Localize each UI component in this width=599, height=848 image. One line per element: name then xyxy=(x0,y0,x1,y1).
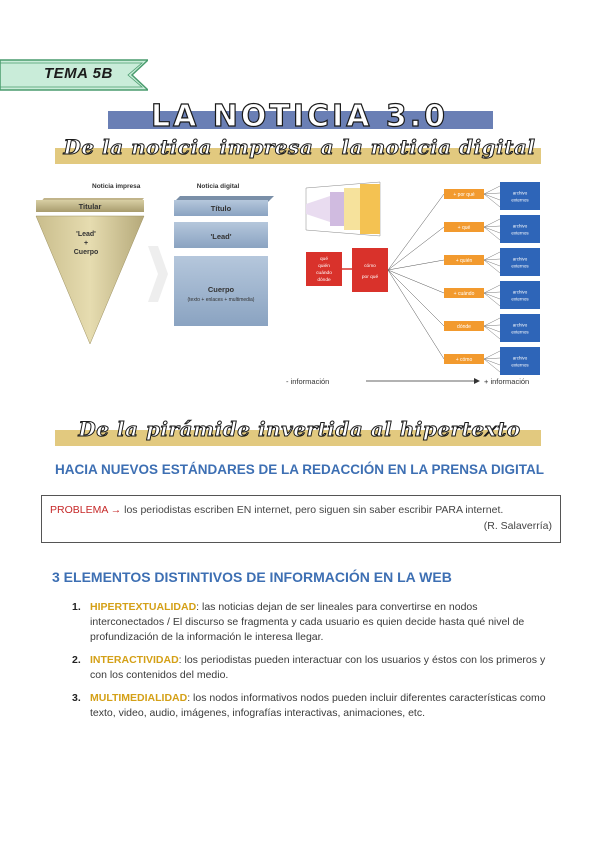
tree-leaf-branch xyxy=(484,292,500,293)
elements-list xyxy=(68,600,548,729)
section-subtitle-2: De la pirámide invertida al hipertexto xyxy=(78,417,521,441)
funnel-segment-1 xyxy=(306,196,330,222)
axis-arrow-head xyxy=(474,378,480,384)
problem-text: los periodistas escriben EN internet, pero siguen sin saber escribir PARA internet. xyxy=(121,504,504,516)
tree-leaf-branch xyxy=(484,326,500,332)
tree-leaf xyxy=(500,302,540,309)
tree-leaf-label: archivo xyxy=(512,223,528,229)
tree-leaf-branch xyxy=(484,293,500,306)
tree-leaf xyxy=(500,182,540,189)
list-item-number: 2. xyxy=(72,654,81,666)
red-box-basic-line-1: qué xyxy=(319,257,329,262)
tree-leaf-branch xyxy=(484,260,500,266)
red-box-basic-line-3: cuándo xyxy=(316,271,332,276)
tree-branch xyxy=(388,270,444,326)
list-item-keyword: MULTIMEDIALIDAD xyxy=(90,692,188,704)
tree-leaf xyxy=(500,281,540,288)
tree-leaf-branch xyxy=(484,219,500,227)
tree-leaf-branch xyxy=(484,359,500,365)
tree-leaf-label: externos xyxy=(511,329,529,335)
funnel-segment-4 xyxy=(360,184,380,234)
tree-leaf-branch xyxy=(484,259,500,260)
tree-leaf-label: externos xyxy=(511,263,529,269)
tree-leaf-branch xyxy=(484,351,500,359)
tree-leaf-branch xyxy=(484,325,500,326)
section-subtitle: De la noticia impresa a la noticia digital xyxy=(63,135,536,159)
digital-news-heading: Noticia digital xyxy=(196,183,240,190)
tree-leaf-label: externos xyxy=(511,197,529,203)
tree-leaf-branch xyxy=(484,358,500,359)
tree-leaf-branch xyxy=(484,252,500,260)
tree-leaf-branch xyxy=(484,226,500,227)
print-body-label: Cuerpo xyxy=(73,249,99,256)
tree-leaf xyxy=(500,368,540,375)
tree-leaf-branch xyxy=(484,227,500,240)
tree-leaf-branch xyxy=(484,260,500,273)
list-item xyxy=(68,691,548,721)
tree-leaf-label: externos xyxy=(511,230,529,236)
list-item-number: 3. xyxy=(72,692,81,704)
tree-node-label: + cuándo xyxy=(453,291,475,297)
tree-leaf-label: archivo xyxy=(512,190,528,196)
hypertext-tree xyxy=(388,182,540,375)
problem-source: (R. Salaverría) xyxy=(483,519,552,532)
tree-leaf-label: archivo xyxy=(512,355,528,361)
tree-leaf-label: externos xyxy=(511,362,529,368)
digital-title-label: Título xyxy=(210,204,232,213)
tree-leaf-label: externos xyxy=(511,296,529,302)
red-box-basic-line-4: dónde xyxy=(317,278,331,283)
axis-less-info: - información xyxy=(286,377,330,386)
tree-leaf-branch xyxy=(484,227,500,233)
print-news-heading: Noticia impresa xyxy=(92,183,141,190)
tree-node-label: + qué xyxy=(457,225,471,231)
red-box-deep xyxy=(352,248,388,292)
tree-leaf xyxy=(500,314,540,321)
tree-leaf-branch xyxy=(484,186,500,194)
funnel-segment-3 xyxy=(344,188,360,230)
list-item-text: : los periodistas pueden interactuar con los usuarios y éstos con los primeros y con los contenidos del medio. xyxy=(90,654,546,681)
section-heading-elements: 3 ELEMENTOS DISTINTIVOS DE INFORMACIÓN EN LA WEB xyxy=(52,569,452,585)
section-heading-standards: HACIA NUEVOS ESTÁNDARES DE LA REDACCIÓN EN LA PRENSA DIGITAL xyxy=(54,462,545,477)
tree-leaf xyxy=(500,269,540,276)
tree-node-label: + por qué xyxy=(453,192,475,198)
tree-branch xyxy=(388,270,444,293)
tree-leaf-branch xyxy=(484,359,500,372)
red-box-basic-line-2: quién xyxy=(318,264,330,269)
tree-branch xyxy=(388,194,444,270)
tree-leaf xyxy=(500,203,540,210)
print-lead-label: 'Lead' xyxy=(76,231,96,238)
page-title: LA NOTICIA 3.0 xyxy=(151,99,448,134)
tree-node-label: dónde xyxy=(457,324,471,330)
tree-branch xyxy=(388,227,444,270)
digital-lead-label: 'Lead' xyxy=(210,232,232,241)
tree-node-label: + quién xyxy=(455,258,473,264)
tree-leaf-label: archivo xyxy=(512,322,528,328)
tree-leaf-branch xyxy=(484,293,500,299)
transition-arrow xyxy=(148,246,168,302)
problem-statement xyxy=(50,503,552,519)
list-item xyxy=(68,600,548,645)
tree-leaf xyxy=(500,248,540,255)
tree-leaf-branch xyxy=(484,193,500,194)
tree-leaf xyxy=(500,236,540,243)
list-item-keyword: HIPERTEXTUALIDAD xyxy=(90,601,197,613)
list-item-text: : los nodos informativos nodos pueden incluir diferentes características como texto, video, audio, imágenes, infografías interactivas, animaciones, etc. xyxy=(90,692,546,719)
problem-box xyxy=(41,495,561,543)
digital-body-label: Cuerpo xyxy=(207,285,235,294)
topic-tag-label: TEMA 5B xyxy=(44,65,113,82)
axis-more-info: + información xyxy=(484,377,530,386)
tree-leaf xyxy=(500,335,540,342)
tree-leaf-label: archivo xyxy=(512,289,528,295)
print-plus-label: + xyxy=(83,240,89,247)
list-item-number: 1. xyxy=(72,601,81,613)
tree-branch xyxy=(388,270,444,359)
tree-leaf xyxy=(500,215,540,222)
tree-branch xyxy=(388,260,444,270)
tree-leaf-branch xyxy=(484,285,500,293)
digital-body-sublabel: (texto + enlaces + multimedia) xyxy=(187,297,255,303)
funnel-segment-2 xyxy=(330,192,344,226)
tree-node-label: + cómo xyxy=(455,357,473,363)
tree-leaf-branch xyxy=(484,318,500,326)
tree-leaf xyxy=(500,347,540,354)
tree-leaf-label: archivo xyxy=(512,256,528,262)
red-box-deep-line-1: cómo xyxy=(364,264,376,269)
tree-leaf-branch xyxy=(484,326,500,339)
red-box-deep-line-2: por qué xyxy=(361,275,379,280)
tree-leaf-branch xyxy=(484,194,500,200)
print-title-label: Titular xyxy=(78,202,102,211)
list-item xyxy=(68,653,548,683)
problem-keyword: PROBLEMA → xyxy=(50,504,122,516)
list-item-text: : las noticias dejan de ser lineales para convertirse en nodos interconectados / El discurso se fragmenta y cada usuario es quien decide hasta qué nivel de profundización de la información le interesa llegar. xyxy=(90,601,525,643)
list-item-keyword: INTERACTIVIDAD xyxy=(90,654,179,666)
news-structure-figure xyxy=(34,174,566,392)
tree-leaf-branch xyxy=(484,194,500,207)
